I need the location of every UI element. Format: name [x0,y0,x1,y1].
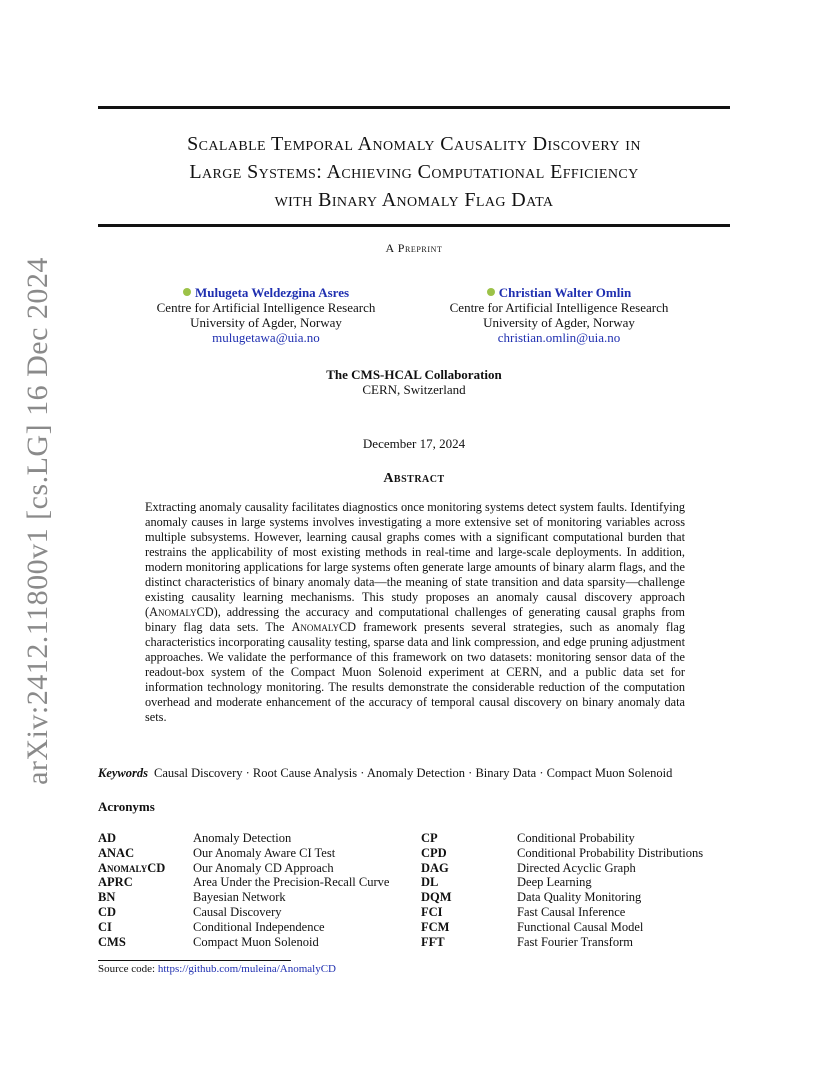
acronym: CPD [421,845,447,860]
acronym: FCI [421,904,443,919]
footnote [98,963,336,975]
acronym-definition: Compact Muon Solenoid [193,934,319,949]
acronym-definition: Fast Fourier Transform [517,934,633,949]
author-2-affiliation: Centre for Artificial Intelligence Research [449,300,669,315]
acronym-definition: Data Quality Monitoring [517,890,642,905]
acronym-definition: Our Anomaly Aware CI Test [193,845,336,860]
acronym: DL [421,875,439,890]
keywords-list: Causal Discovery · Root Cause Analysis · Anomaly Detection · Binary Data · Compact Muon Solenoid [154,766,673,780]
acronym-definition: Conditional Probability Distributions [517,845,704,860]
acronym: FFT [421,934,445,949]
acronym-row [98,875,738,890]
author-2-university: University of Agder, Norway [483,315,635,330]
footnote-rule [98,960,291,961]
acronym-definition: Fast Causal Inference [517,904,626,919]
title-line-3: with Binary Anomaly Flag Data [274,189,554,211]
collaboration-name: The CMS-HCAL Collaboration [326,367,502,382]
preprint-label: A Preprint [385,241,443,255]
author-2-email[interactable]: christian.omlin@uia.no [497,330,621,345]
acronym-row [98,905,738,920]
author-1-affiliation: Centre for Artificial Intelligence Research [156,300,376,315]
acronym-definition: Our Anomaly CD Approach [193,860,334,875]
acronym-definition: Conditional Independence [193,919,325,934]
title-top-rule [98,106,730,109]
acronym: FCM [421,919,450,934]
author-2-name[interactable]: Christian Walter Omlin [498,285,632,300]
acronym-definition: Bayesian Network [193,890,286,905]
collaboration [98,367,730,397]
abstract-text-1: Extracting anomaly causality facilitates diagnostics once monitoring systems detect system faults. Identifying anomaly causes in large systems involves investigating a more extensive set of monitoring variables across multiple subsystems. However, learning causal graphs comes with a significant computational burden that restrains the applicability of most existing methods in real-time and large-scale deployments. In addition, modern monitoring applications for large systems often generate large amounts of binary alarm flags, and the distinct characteristics of binary anomaly data—the meaning of state transition and data sparsity—challenge existing causality learning mechanisms. This study proposes an anomaly causal discovery approach ( [145,500,685,619]
acronym-row [98,861,738,876]
keywords-label: Keywords [98,766,148,780]
footnote-label: Source code: [98,963,158,975]
abstract-body [145,500,685,725]
acronym-definition: Area Under the Precision-Recall Curve [193,875,390,890]
acronym: CI [98,919,112,934]
acronym: DQM [421,890,452,905]
keywords [98,766,738,781]
acronym-definition: Anomaly Detection [193,831,292,845]
abstract-text-2: ), addressing the accuracy and computational challenges of generating causal graphs from binary flag data sets. The [145,605,685,634]
acronyms-heading: Acronyms [98,799,155,814]
source-code-link[interactable]: https://github.com/muleina/AnomalyCD [157,963,337,975]
collaboration-location: CERN, Switzerland [362,382,466,397]
acronym: CD [98,904,117,919]
acronyms-table [98,831,738,949]
author-1-university: University of Agder, Norway [190,315,342,330]
title-line-1: Scalable Temporal Anomaly Causality Discovery in [187,133,641,155]
title-bottom-rule [98,224,730,227]
author-1-name[interactable]: Mulugeta Weldezgina Asres [194,285,350,300]
author-1-email[interactable]: mulugetawa@uia.no [212,330,320,345]
acronym-definition: Directed Acyclic Graph [517,860,636,875]
title-line-2: Large Systems: Achieving Computational Efficiency [189,161,639,183]
acronym: APRC [98,875,133,890]
paper-title [98,130,730,214]
paper-date: December 17, 2024 [362,436,466,451]
acronym-row [98,846,738,861]
acronym-definition: Deep Learning [517,875,592,890]
acronym-definition: Causal Discovery [193,904,282,919]
abstract-method-name: AnomalyCD [149,605,214,619]
acronym: BN [98,890,116,905]
author-2 [409,285,709,345]
abstract-heading: Abstract [383,471,445,486]
orcid-icon[interactable] [487,288,495,296]
abstract-text-3: framework presents several strategies, such as anomaly flag characteristics incorporating causality testing, sparse data and link compression, and edge pruning adjustment approaches. We validate the performance of this framework on two datasets: monitoring sensor data of the readout-box system of the Compact Muon Solenoid experiment at CERN, and a public data set for information technology monitoring. The results demonstrate the considerable reduction of the computation overhead and moderate enhancement of the accuracy of temporal causal discovery on binary anomaly data sets. [145,620,685,724]
acronym-definition: Conditional Probability [517,831,635,845]
acronym-definition: Functional Causal Model [517,919,644,934]
arxiv-id-text: arXiv:2412.11800v1 [cs.LG] 16 Dec 2024 [21,257,55,785]
arxiv-identifier-stamp [20,257,56,785]
acronym: DAG [421,860,449,875]
acronym: CMS [98,934,126,949]
orcid-icon[interactable] [183,288,191,296]
author-1 [116,285,416,345]
acronym: AnomalyCD [98,860,166,875]
acronym-row [98,920,738,935]
acronym: AD [98,831,117,845]
acronym-row [98,831,738,846]
acronym-row [98,935,738,950]
acronym: CP [421,831,438,845]
acronym-row [98,890,738,905]
acronym: ANAC [98,845,135,860]
abstract-method-name: AnomalyCD [291,620,357,634]
